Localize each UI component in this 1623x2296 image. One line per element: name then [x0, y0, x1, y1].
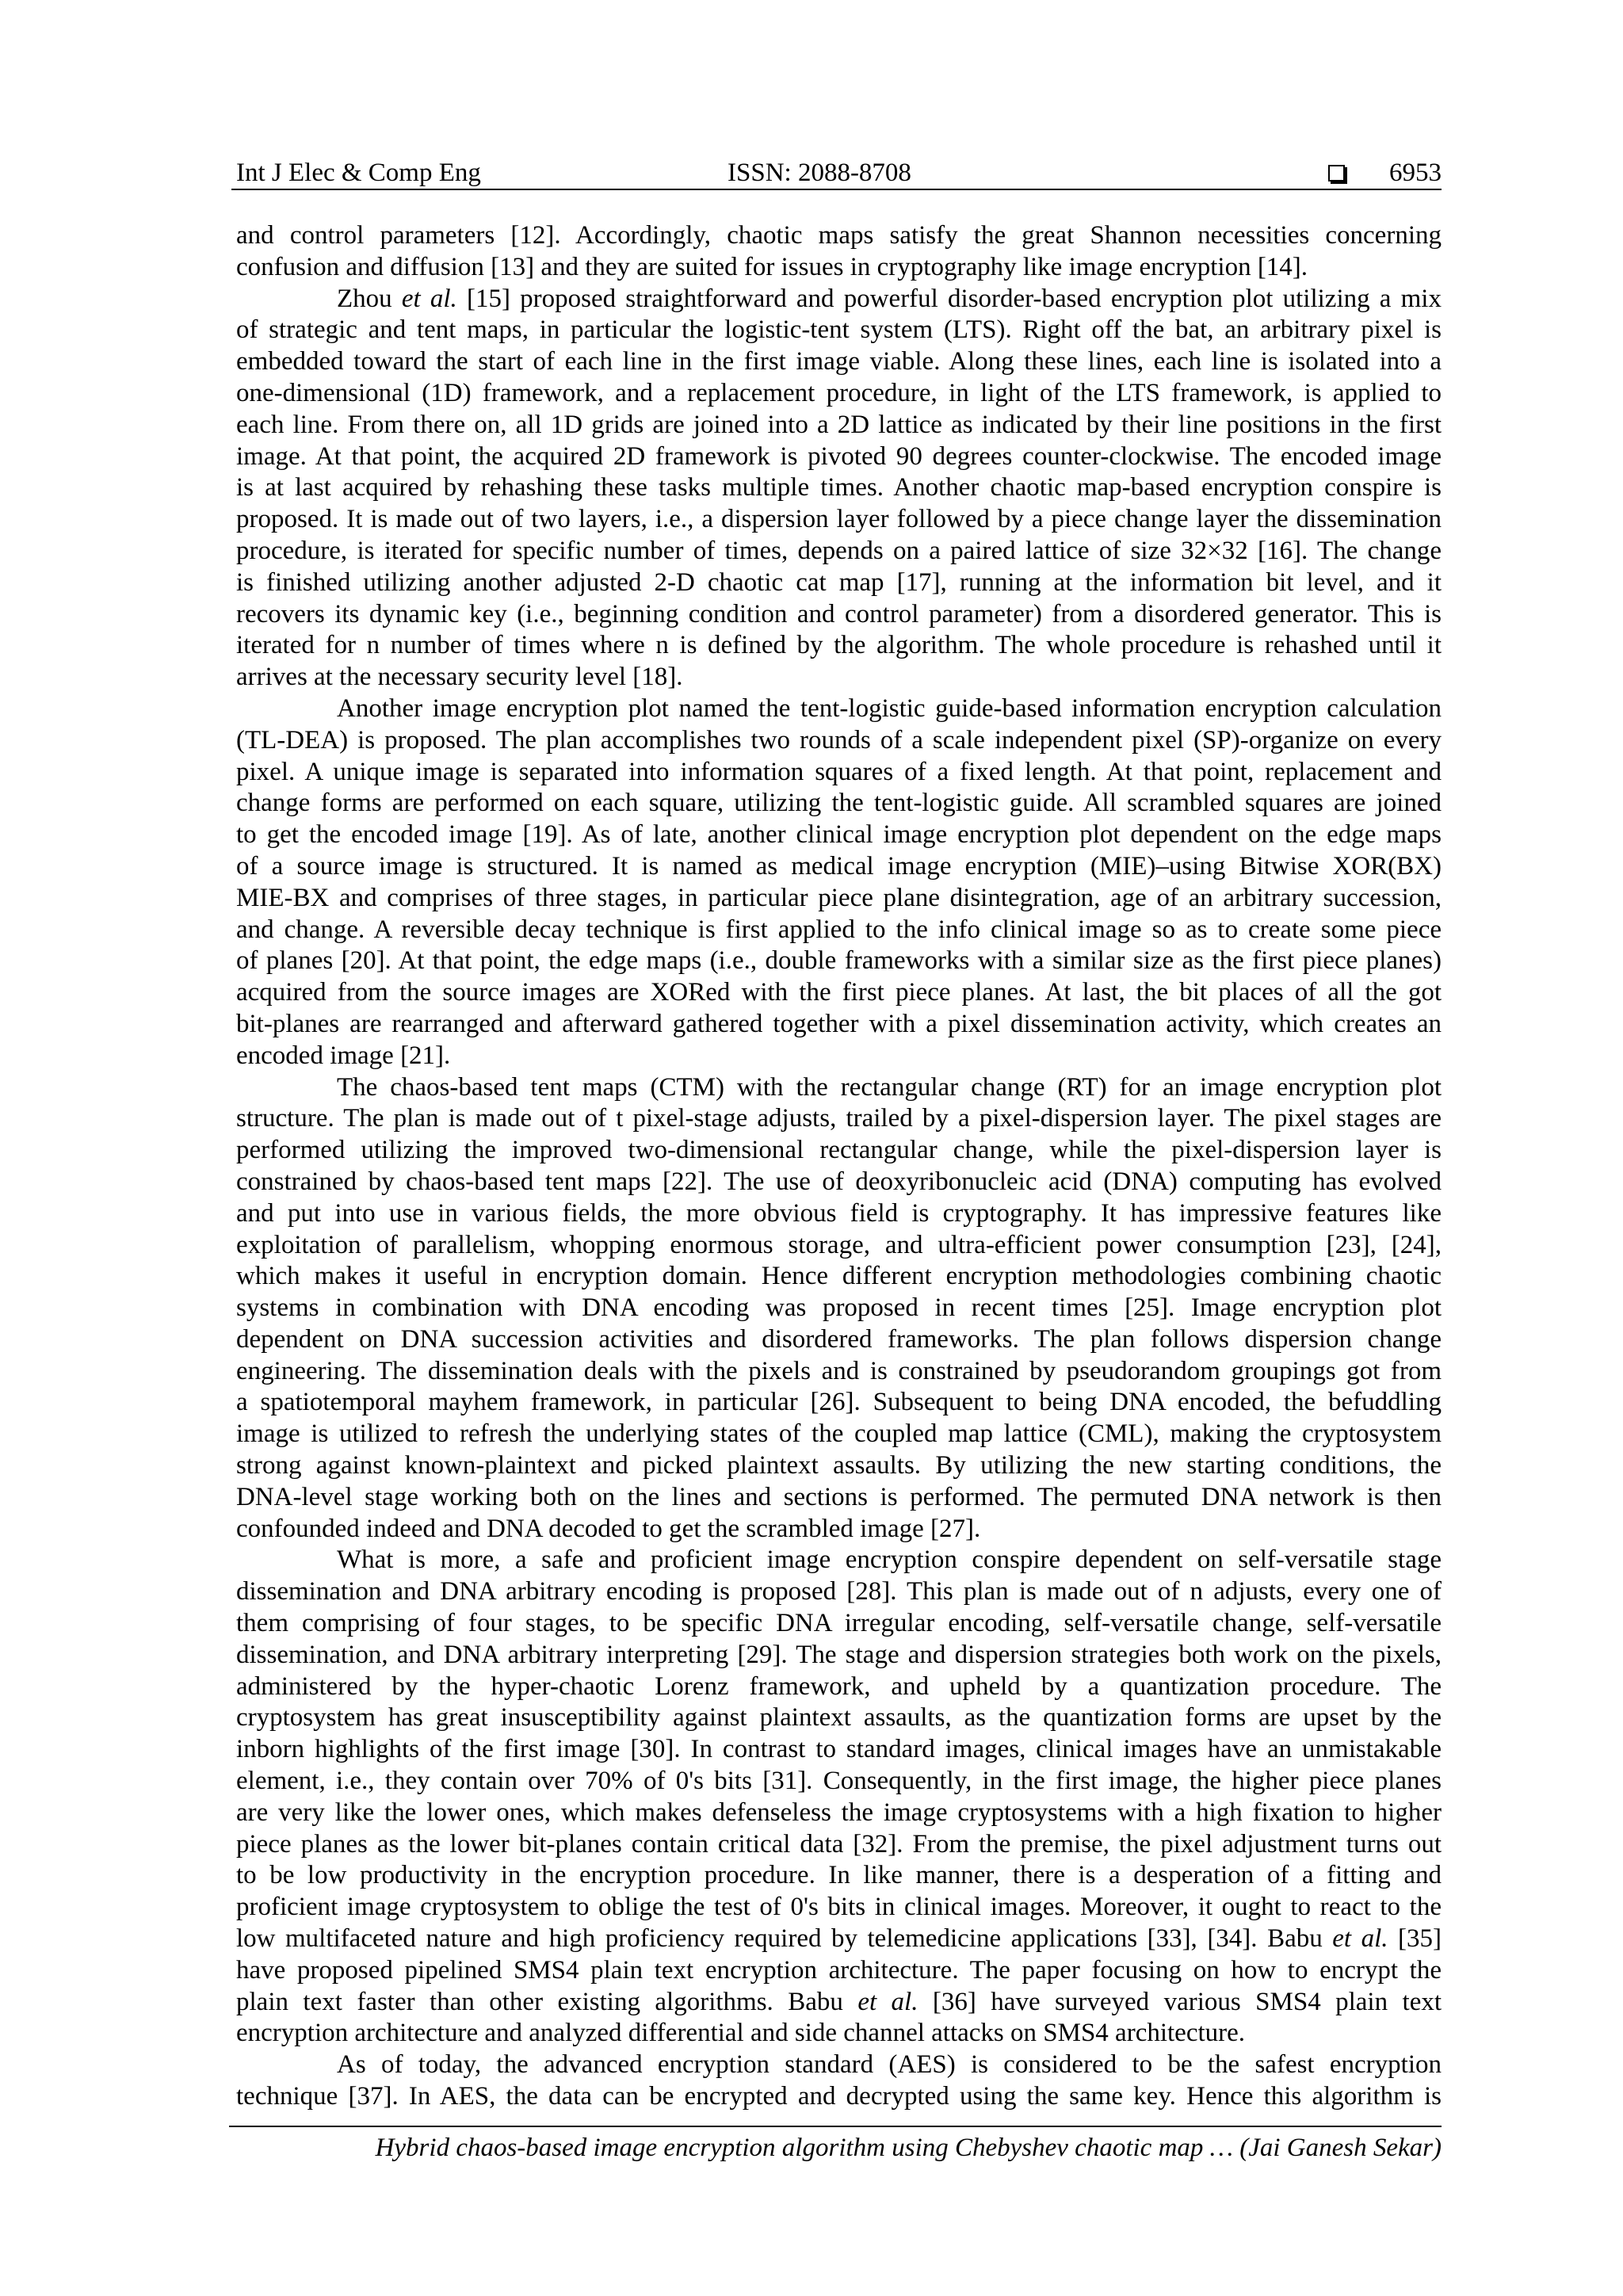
paragraph	[236, 1072, 1442, 1545]
text-line: dissemination and DNA arbitrary encoding is proposed [28]. This plan is made out of n adjusts, every one of	[236, 1577, 1442, 1606]
text-line: administered by the hyper-chaotic Lorenz framework, and upheld by a quantization procedure. The	[236, 1671, 1442, 1701]
paragraph	[236, 693, 1442, 1072]
text-line: MIE-BX and comprises of three stages, in particular piece plane disintegration, age of an arbitrary succession,	[236, 883, 1442, 912]
page-number: 6953	[1389, 159, 1442, 187]
text-line: arrives at the necessary security level [18].	[236, 663, 683, 692]
text-line: image. At that point, the acquired 2D framework is pivoted 90 degrees counter-clockwise. The encoded image	[236, 441, 1442, 471]
body-text	[236, 220, 1442, 2113]
text-line: dissemination, and DNA arbitrary interpreting [29]. The stage and dispersion strategies both work on the pixels,	[236, 1640, 1442, 1669]
text-line: iterated for n number of times where n is defined by the algorithm. The whole procedure is rehashed until it	[236, 631, 1442, 660]
text-line: recovers its dynamic key (i.e., beginning condition and control parameter) from a disordered generator. This is	[236, 599, 1442, 628]
text-line: encryption architecture and analyzed differential and side channel attacks on SMS4 architecture.	[236, 2019, 1246, 2048]
footer-divider	[229, 2126, 1442, 2127]
text-line: change forms are performed on each square, utilizing the tent-logistic guide. All scrambled squares are joined	[236, 789, 1442, 818]
paragraph	[236, 1545, 1442, 2050]
text-line: strong against known-plaintext and picked plaintext assaults. By utilizing the new starting conditions, the	[236, 1451, 1442, 1480]
text-line	[236, 1924, 1442, 1955]
text-line: one-dimensional (1D) framework, and a replacement procedure, in light of the LTS framework, is applied to	[236, 378, 1442, 407]
page-header	[231, 157, 1442, 190]
text-line: confusion and diffusion [13] and they are suited for issues in cryptography like image encryption [14].	[236, 252, 1308, 281]
text-segment: plain text faster than other existing algorithms. Babu	[236, 1987, 858, 2016]
text-line: Another image encryption plot named the tent-logistic guide-based information encryption calculation	[337, 693, 1442, 723]
text-line: The chaos-based tent maps (CTM) with the rectangular change (RT) for an image encryption plot	[337, 1072, 1442, 1102]
text-line: As of today, the advanced encryption standard (AES) is considered to be the safest encryption	[337, 2050, 1442, 2080]
italic-text: et al.	[857, 1987, 918, 2016]
text-line: proficient image cryptosystem to oblige the test of 0's bits in clinical images. Moreover, it ought to react to the	[236, 1893, 1442, 1922]
text-line: bit-planes are rearranged and afterward gathered together with a pixel dissemination activity, which creates an	[236, 1009, 1442, 1038]
text-line: (TL-DEA) is proposed. The plan accomplishes two rounds of a scale independent pixel (SP)-organize on every	[236, 725, 1442, 755]
text-line: procedure, is iterated for specific number of times, depends on a paired lattice of size 32×32 [16]. The change	[236, 536, 1442, 565]
text-line: proposed. It is made out of two layers, i.e., a dispersion layer followed by a piece change layer the dissemination	[236, 505, 1442, 534]
paragraph	[236, 2050, 1442, 2113]
text-line: have proposed pipelined SMS4 plain text encryption architecture. The paper focusing on how to encrypt the	[236, 1955, 1442, 1985]
text-line: dependent on DNA succession activities and disordered frameworks. The plan follows dispersion change	[236, 1324, 1442, 1354]
text-line: What is more, a safe and proficient image encryption conspire dependent on self-versatile stage	[337, 1545, 1442, 1575]
text-line: exploitation of parallelism, whopping enormous storage, and ultra-efficient power consumption [23], [24],	[236, 1230, 1442, 1259]
text-line: and control parameters [12]. Accordingly, chaotic maps satisfy the great Shannon necessities concerning	[236, 221, 1442, 250]
text-line	[236, 1987, 1442, 2019]
text-line: of planes [20]. At that point, the edge maps (i.e., double frameworks with a similar size as the first piece planes)	[236, 946, 1442, 976]
text-line: is finished utilizing another adjusted 2-D chaotic cat map [17], running at the information bit level, and it	[236, 567, 1442, 597]
text-line: is at last acquired by rehashing these tasks multiple times. Another chaotic map-based encryption conspire is	[236, 473, 1442, 502]
text-line: piece planes as the lower bit-planes contain critical data [32]. From the premise, the pixel adjustment turns out	[236, 1829, 1442, 1859]
text-line: technique [37]. In AES, the data can be encrypted and decrypted using the same key. Hence this algorithm is	[236, 2082, 1442, 2111]
text-line: them comprising of four stages, to be specific DNA irregular encoding, self-versatile change, self-versatile	[236, 1609, 1442, 1638]
text-line: embedded toward the start of each line in the first image viable. Along these lines, each line is isolated into a	[236, 347, 1442, 376]
text-line: and change. A reversible decay technique is first applied to the info clinical image so as to create some piece	[236, 915, 1442, 944]
text-segment: [35]	[1388, 1924, 1442, 1954]
issn: ISSN: 2088-8708	[727, 159, 911, 187]
text-line: a spatiotemporal mayhem framework, in particular [26]. Subsequent to being DNA encoded, the befuddling	[236, 1388, 1442, 1417]
text-line: element, i.e., they contain over 70% of 0's bits [31]. Consequently, in the first image, the higher piece planes	[236, 1767, 1442, 1796]
text-line: DNA-level stage working both on the lines and sections is performed. The permuted DNA network is then	[236, 1482, 1442, 1511]
paragraph	[236, 220, 1442, 284]
text-segment: low multifaceted nature and high proficiency required by telemedicine applications [33], [34]. Babu	[236, 1924, 1333, 1954]
journal-name: Int J Elec & Comp Eng	[236, 159, 481, 187]
text-line: each line. From there on, all 1D grids are joined into a 2D lattice as indicated by their line positions in the first	[236, 410, 1442, 439]
text-line	[236, 284, 1442, 315]
text-line: acquired from the source images are XORed with the first piece planes. At last, the bit places of all the got	[236, 978, 1442, 1007]
text-line: encoded image [21].	[236, 1041, 451, 1070]
italic-text: et al.	[1332, 1924, 1388, 1954]
text-line: to be low productivity in the encryption procedure. In like manner, there is a desperation of a fitting and	[236, 1861, 1442, 1890]
text-line: are very like the lower ones, which makes defenseless the image cryptosystems with a high fixation to higher	[236, 1797, 1442, 1827]
running-title: Hybrid chaos-based image encryption algorithm using Chebyshev chaotic map … (Jai Ganesh Sekar)	[375, 2134, 1442, 2162]
text-line: performed utilizing the improved two-dimensional rectangular change, while the pixel-dispersion layer is	[236, 1136, 1442, 1165]
text-segment: [36] have surveyed various SMS4 plain text	[918, 1987, 1442, 2016]
text-line: and put into use in various fields, the more obvious field is cryptography. It has impressive features like	[236, 1198, 1442, 1228]
paragraph	[236, 284, 1442, 693]
text-line: of strategic and tent maps, in particular the logistic-tent system (LTS). Right off the bat, an arbitrary pixel is	[236, 315, 1442, 345]
text-line: of a source image is structured. It is named as medical image encryption (MIE)–using Bitwise XOR(BX)	[236, 851, 1442, 881]
text-line: which makes it useful in encryption domain. Hence different encryption methodologies combining chaotic	[236, 1262, 1442, 1291]
italic-text: et al.	[401, 284, 457, 313]
text-line: systems in combination with DNA encoding was proposed in recent times [25]. Image encryption plot	[236, 1293, 1442, 1323]
text-line: engineering. The dissemination deals with the pixels and is constrained by pseudorandom groupings got from	[236, 1356, 1442, 1385]
text-line: pixel. A unique image is separated into information squares of a fixed length. At that point, replacement and	[236, 757, 1442, 786]
text-segment: [15] proposed straightforward and powerful disorder-based encryption plot utilizing a mix	[456, 284, 1442, 313]
text-line: image is utilized to refresh the underlying states of the coupled map lattice (CML), making the cryptosystem	[236, 1419, 1442, 1449]
text-line: constrained by chaos-based tent maps [22]. The use of deoxyribonucleic acid (DNA) computing has evolved	[236, 1167, 1442, 1196]
text-line: to get the encoded image [19]. As of late, another clinical image encryption plot dependent on the edge maps	[236, 820, 1442, 850]
text-line: cryptosystem has great insusceptibility against plaintext assaults, as the quantization forms are upset by the	[236, 1703, 1442, 1733]
text-segment: Zhou	[337, 284, 402, 313]
square-icon	[1328, 165, 1345, 181]
text-line: structure. The plan is made out of t pixel-stage adjusts, trailed by a pixel-dispersion layer. The pixel stages are	[236, 1104, 1442, 1133]
text-line: confounded indeed and DNA decoded to get the scrambled image [27].	[236, 1514, 981, 1543]
text-line: inborn highlights of the first image [30]. In contrast to standard images, clinical images have an unmistakable	[236, 1735, 1442, 1764]
